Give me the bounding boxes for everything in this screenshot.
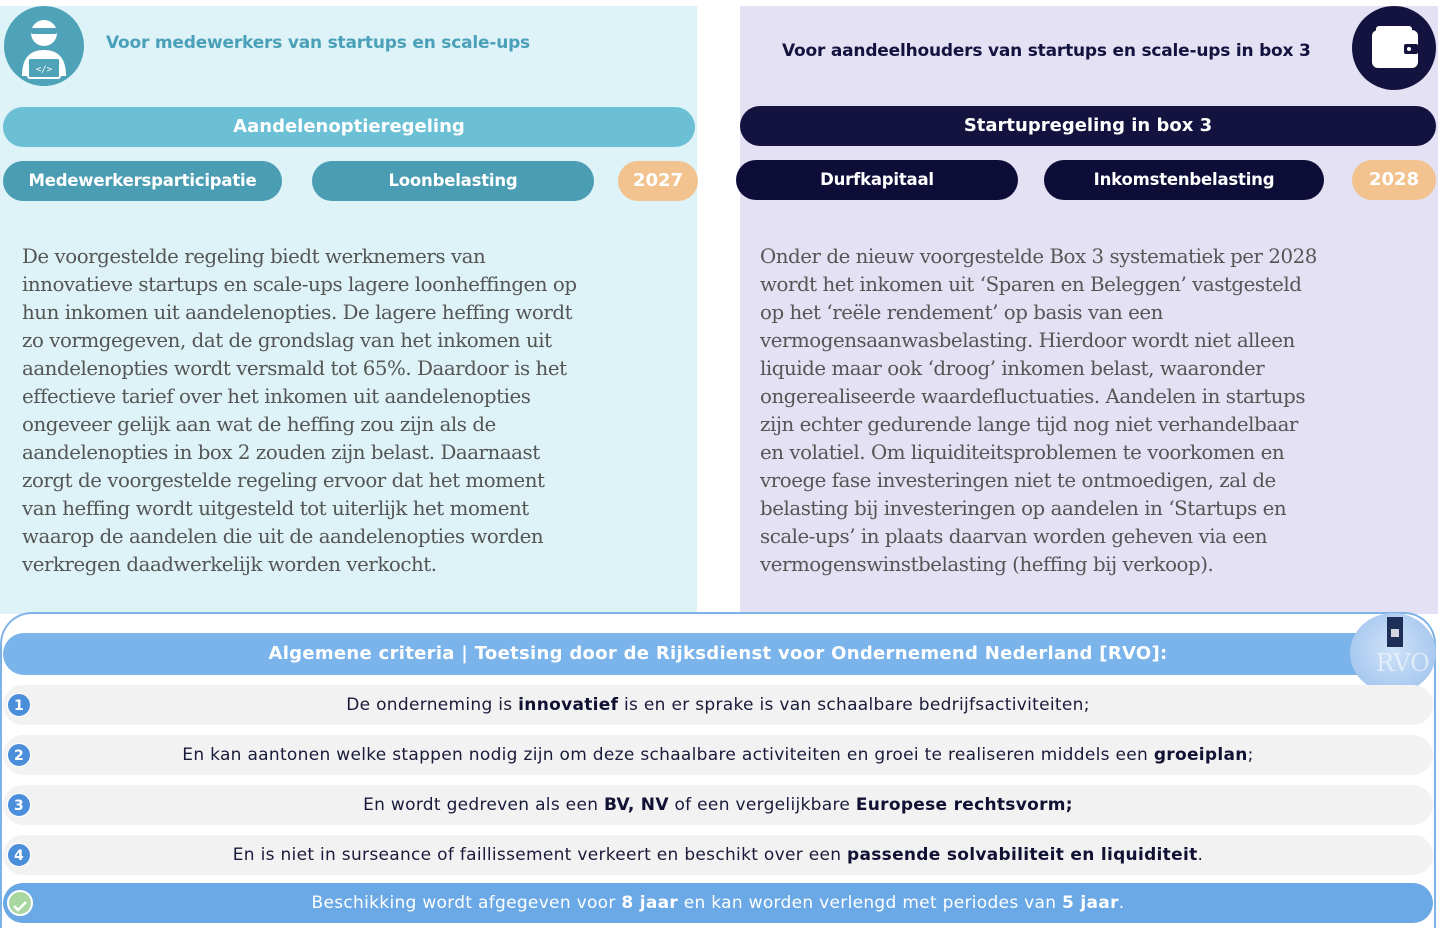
criterion-text: En kan aantonen welke stappen nodig zijn om deze schaalbare activiteiten en groei te realiseren middels een [182, 745, 1154, 765]
body-line: en volatiel. Om liquiditeitsproblemen te voorkomen en [760, 441, 1285, 464]
criterion-text: . [1118, 893, 1125, 913]
criterion-text: En is niet in surseance of faillissement verkeert en beschikt over een [232, 845, 847, 865]
number-3-icon: 3 [7, 793, 31, 817]
criterion-bold: 8 jaar [621, 893, 679, 913]
rvo-logo-icon [1350, 613, 1436, 693]
svg-text:</>: </> [35, 65, 53, 75]
body-line: vermogensaanwasbelasting. Hierdoor wordt niet alleen [760, 329, 1295, 352]
body-line: ongeveer gelijk aan wat de heffing zou zijn als de [22, 413, 496, 436]
criterion-row-3 [3, 785, 1433, 825]
criterion-row-4 [3, 835, 1433, 875]
criterion-bold: BV, NV [603, 795, 669, 815]
body-line: liquide maar ook ‘droog’ inkomen belast, waaronder [760, 357, 1265, 380]
criterion-row-1 [3, 685, 1433, 725]
right-header: Voor aandeelhouders van startups en scale-ups in box 3 [782, 41, 1311, 61]
body-line: zijn echter gedurende lange tijd nog niet verhandelbaar [760, 413, 1298, 436]
developer-avatar-icon [4, 6, 84, 86]
criterion-final-row [3, 883, 1433, 923]
criterion-row-2 [3, 735, 1433, 775]
criterion-text: is en er sprake is van schaalbare bedrijfsactiviteiten; [618, 695, 1090, 715]
criterion-text: En wordt gedreven als een [363, 795, 604, 815]
body-line: ongerealiseerde waardefluctuaties. Aandelen in startups [760, 385, 1306, 408]
body-line: verkregen daadwerkelijk worden verkocht. [22, 553, 437, 576]
tag-durfkapitaal: Durfkapitaal [736, 160, 1018, 200]
criterion-text: De onderneming is [346, 695, 519, 715]
body-line: aandelenopties in box 2 zouden zijn belast. Daarnaast [22, 441, 540, 464]
tag-inkomstenbelasting: Inkomstenbelasting [1044, 160, 1324, 200]
body-line: belasting bij investeringen op aandelen in ‘Startups en [760, 497, 1287, 520]
criterion-bold: Europese rechtsvorm; [855, 795, 1073, 815]
criterion-bold: passende solvabiliteit en liquiditeit [847, 845, 1198, 865]
criterion-text: en kan worden verlengd met periodes van [678, 893, 1063, 913]
body-line: waarop de aandelen die uit de aandelenopties worden [22, 525, 544, 548]
criterion-text: Beschikking wordt afgegeven voor [311, 893, 622, 913]
body-line: zorgt de voorgestelde regeling ervoor dat het moment [22, 469, 545, 492]
body-line: vermogenswinstbelasting (heffing bij verkoop). [760, 553, 1214, 576]
criterion-text: ; [1247, 745, 1254, 765]
criterion-bold: innovatief [518, 695, 619, 715]
body-line: Onder de nieuw voorgestelde Box 3 systematiek per 2028 [760, 245, 1317, 268]
body-line: van heffing wordt uitgesteld tot uiterlijk het moment [22, 497, 529, 520]
body-line: wordt het inkomen uit ‘Sparen en Beleggen’ vastgesteld [760, 273, 1302, 296]
criterion-text: . [1197, 845, 1204, 865]
wallet-icon [1352, 6, 1436, 90]
criterion-text: of een vergelijkbare [668, 795, 856, 815]
body-line: innovatieve startups en scale-ups lagere loonheffingen op [22, 273, 577, 296]
body-line: aandelenopties wordt versmald tot 65%. Daardoor is het [22, 357, 567, 380]
body-line: op het ‘reële rendement’ op basis van een [760, 301, 1163, 324]
year-badge-left: 2027 [618, 161, 698, 201]
body-line: effectieve tarief over het inkomen uit aandelenopties [22, 385, 531, 408]
body-line: vroege fase investeringen niet te ontmoedigen, zal de [760, 469, 1276, 492]
number-1-icon: 1 [7, 693, 31, 717]
body-line: zo vormgegeven, dat de grondslag van het inkomen uit [22, 329, 552, 352]
criterion-bold: groeiplan [1153, 745, 1248, 765]
tag-loonbelasting: Loonbelasting [312, 161, 594, 201]
body-line: scale-ups’ in plaats daarvan worden geheven via een [760, 525, 1268, 548]
year-badge-right: 2028 [1352, 160, 1436, 200]
number-2-icon: 2 [7, 743, 31, 767]
body-line: De voorgestelde regeling biedt werknemers van [22, 245, 486, 268]
criterion-bold: 5 jaar [1062, 893, 1119, 913]
right-body-text [760, 243, 1317, 579]
criteria-header: Algemene criteria | Toetsing door de Rijksdienst voor Ondernemend Nederland [RVO]: [3, 633, 1433, 675]
rvo-badge-text: RVO [1376, 649, 1430, 677]
left-body-text [22, 243, 577, 579]
left-title-pill: Aandelenoptieregeling [3, 107, 695, 147]
left-header: Voor medewerkers van startups en scale-ups [106, 33, 530, 53]
number-4-icon: 4 [7, 843, 31, 867]
right-title-pill: Startupregeling in box 3 [740, 106, 1436, 146]
body-line: hun inkomen uit aandelenopties. De lagere heffing wordt [22, 301, 573, 324]
check-icon [7, 890, 33, 916]
tag-medewerkersparticipatie: Medewerkersparticipatie [3, 161, 282, 201]
